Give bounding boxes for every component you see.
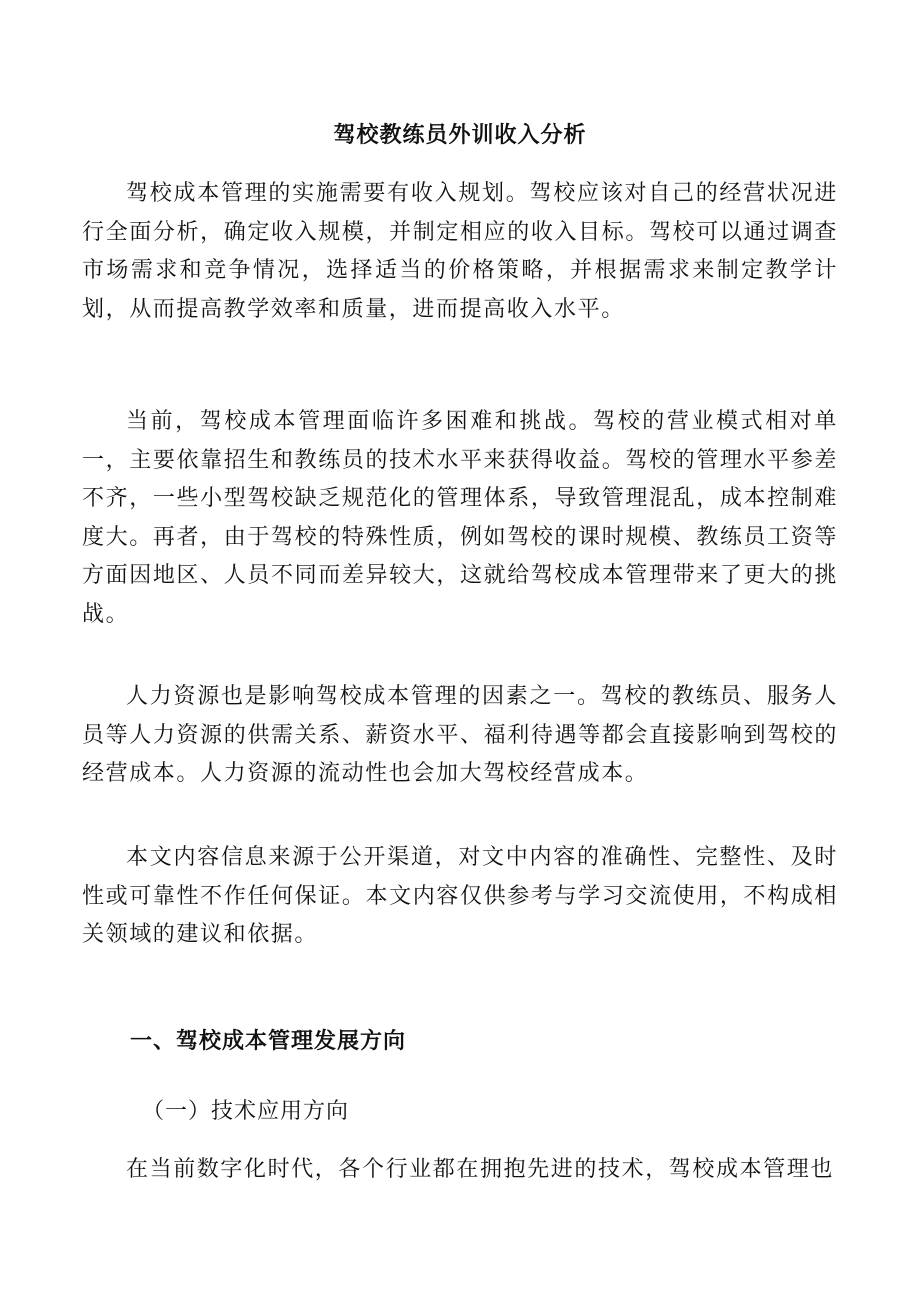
paragraph-human-resources: 人力资源也是影响驾校成本管理的因素之一。驾校的教练员、服务人员等人力资源的供需关系、薪资水平、福利待遇等都会直接影响到驾校的经营成本。人力资源的流动性也会加大驾校经营成本。 [82,684,838,786]
paragraph-disclaimer: 本文内容信息来源于公开渠道，对文中内容的准确性、完整性、及时性或可靠性不作任何保证。本文内容仅供参考与学习交流使用，不构成相关领域的建议和依据。 [82,845,838,947]
subsection-heading: （一）技术应用方向 [142,1099,350,1124]
document-title: 驾校教练员外训收入分析 [333,122,587,148]
paragraph-technology: 在当前数字化时代，各个行业都在拥抱先进的技术，驾校成本管理也 [126,1157,835,1182]
paragraph-income-planning: 驾校成本管理的实施需要有收入规划。驾校应该对自己的经营状况进行全面分析，确定收入规模，并制定相应的收入目标。驾校可以通过调查市场需求和竞争情况，选择适当的价格策略，并根据需求来制定教学计划，从而提高教学效率和质量，进而提高收入水平。 [82,181,838,322]
paragraph-current-challenges: 当前，驾校成本管理面临许多困难和挑战。驾校的营业模式相对单一，主要依靠招生和教练员的技术水平来获得收益。驾校的管理水平参差不齐，一些小型驾校缺乏规范化的管理体系，导致管理混乱，成本控制难度大。再者，由于驾校的特殊性质，例如驾校的课时规模、教练员工资等方面因地区、人员不同而差异较大，这就给驾校成本管理带来了更大的挑战。 [82,409,838,627]
section-heading: 一、驾校成本管理发展方向 [130,1028,407,1054]
